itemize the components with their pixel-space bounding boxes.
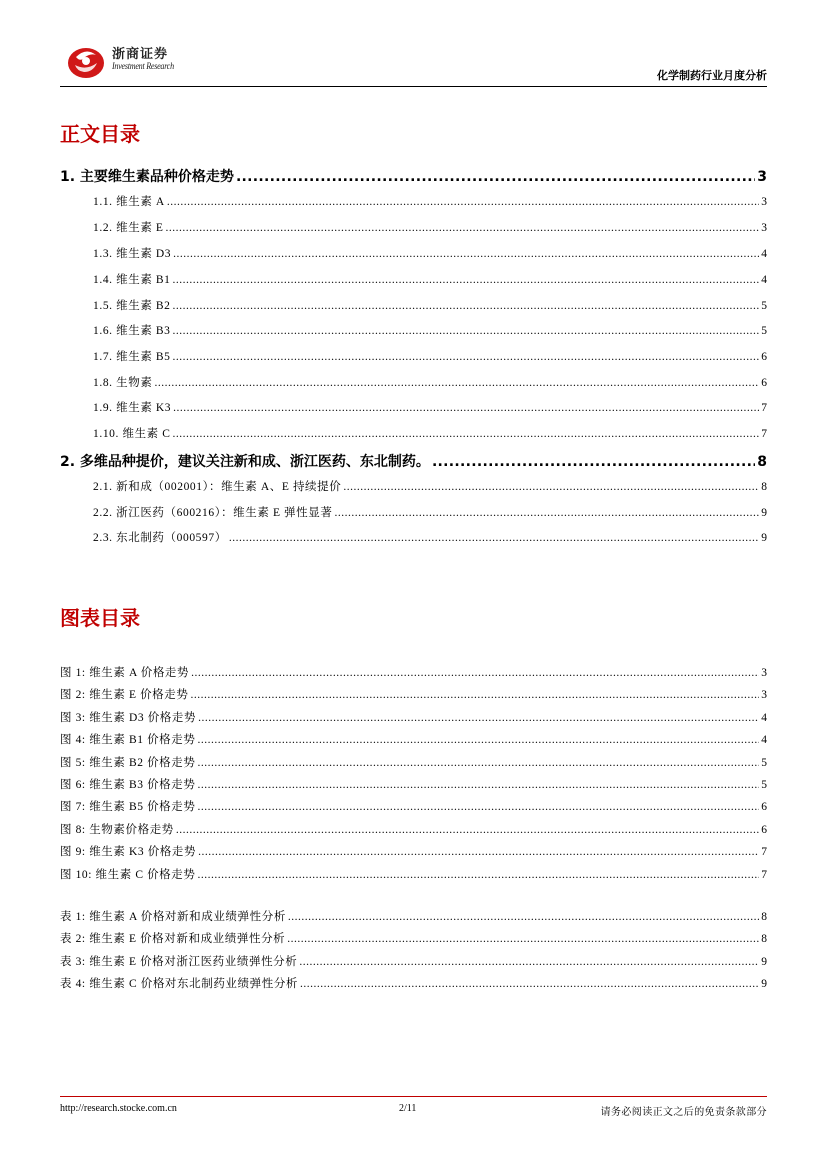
toc-section-label: 2.3. 东北制药（000597） <box>93 532 227 544</box>
dot-leader <box>173 428 760 440</box>
toc-section-page: 8 <box>761 481 767 493</box>
toc-section[interactable] <box>93 297 767 313</box>
dot-leader <box>287 933 759 945</box>
dot-leader <box>299 956 759 968</box>
toc-section-label: 1.9. 维生素 K3 <box>93 402 172 414</box>
table-entry-label: 表 1: 维生素 A 价格对新和成业绩弹性分析 <box>60 911 286 923</box>
toc-section-label: 1.2. 维生素 E <box>93 222 164 234</box>
toc-section[interactable] <box>93 348 767 364</box>
toc-section-label: 1.7. 维生素 B5 <box>93 351 171 363</box>
toc-section-label: 2.2. 浙江医药（600216）：维生素 E 弹性显著 <box>93 507 333 519</box>
figure-entry[interactable] <box>60 866 767 882</box>
toc-section[interactable] <box>93 322 767 338</box>
figure-entry-page: 4 <box>761 711 767 724</box>
toc-section-page: 4 <box>761 248 767 260</box>
toc-chapter[interactable] <box>60 451 767 471</box>
toc-chapter-page: 8 <box>757 454 767 470</box>
toc-section-page: 4 <box>761 274 767 286</box>
figure-entry-label: 图 1: 维生素 A 价格走势 <box>60 667 190 679</box>
dot-leader <box>432 454 755 470</box>
figure-entry-page: 3 <box>761 689 767 702</box>
dot-leader <box>334 507 759 519</box>
dot-leader <box>176 824 759 836</box>
dot-leader <box>236 169 755 185</box>
figure-entry-page: 7 <box>761 868 767 881</box>
dot-leader <box>198 846 759 858</box>
page-number: 2/11 <box>399 1103 417 1114</box>
dot-leader <box>191 667 759 679</box>
figure-entry-label: 图 7: 维生素 B5 价格走势 <box>60 801 196 814</box>
figure-entry-label: 图 9: 维生素 K3 价格走势 <box>60 846 197 859</box>
figure-entry[interactable] <box>60 776 767 792</box>
dot-leader <box>173 248 759 260</box>
logo-english-text: Investment Research <box>112 62 174 72</box>
toc-section-label: 1.1. 维生素 A <box>93 196 165 208</box>
toc-section-label: 1.3. 维生素 D3 <box>93 248 172 260</box>
figure-entry[interactable] <box>60 664 767 680</box>
toc-section-label: 2.1. 新和成（002001）：维生素 A、E 持续提价 <box>93 481 342 493</box>
toc-chapter[interactable] <box>60 166 767 186</box>
toc-section[interactable] <box>93 478 767 494</box>
figure-entry-page: 7 <box>761 846 767 859</box>
toc-section[interactable] <box>93 504 767 520</box>
figure-entry-label: 图 10: 维生素 C 价格走势 <box>60 868 196 881</box>
toc-section-page: 5 <box>761 325 767 337</box>
dot-leader <box>229 532 759 544</box>
toc-section[interactable] <box>93 219 767 235</box>
table-entry[interactable] <box>60 930 767 946</box>
toc-section-page: 7 <box>761 428 767 440</box>
toc-section-label: 1.4. 维生素 B1 <box>93 274 171 286</box>
dot-leader <box>173 274 760 286</box>
dot-leader <box>190 689 759 701</box>
toc-section-label: 1.6. 维生素 B3 <box>93 325 171 337</box>
toc-section-label: 1.8. 生物素 <box>93 377 153 389</box>
figure-entry[interactable] <box>60 709 767 725</box>
figure-entry-label: 图 2: 维生素 E 价格走势 <box>60 689 189 702</box>
table-entry-page: 8 <box>761 911 767 923</box>
figure-entry-page: 5 <box>761 779 767 791</box>
figure-entry-label: 图 8: 生物素价格走势 <box>60 823 174 836</box>
table-entry[interactable] <box>60 975 767 991</box>
toc-section-label: 1.10. 维生素 C <box>93 428 171 440</box>
figure-entry-page: 3 <box>761 667 767 679</box>
dot-leader <box>167 196 759 208</box>
figure-entry-label: 图 4: 维生素 B1 价格走势 <box>60 734 196 747</box>
figure-entry[interactable] <box>60 798 767 814</box>
figure-entry-label: 图 5: 维生素 B2 价格走势 <box>60 756 196 769</box>
toc-section-page: 6 <box>761 351 767 363</box>
dot-leader <box>198 712 759 724</box>
figure-entry-label: 图 3: 维生素 D3 价格走势 <box>60 711 197 724</box>
toc-section[interactable] <box>93 245 767 261</box>
figure-entry[interactable] <box>60 686 767 702</box>
toc-section-page: 7 <box>761 402 767 414</box>
table-entry-page: 9 <box>761 978 767 991</box>
toc-section-page: 9 <box>761 532 767 544</box>
footer-disclaimer: 请务必阅读正文之后的免责条款部分 <box>600 1107 767 1118</box>
figure-entry-page: 6 <box>761 823 767 836</box>
figure-entry[interactable] <box>60 731 767 747</box>
dot-leader <box>173 351 760 363</box>
toc-chapter-label: 1. 主要维生素品种价格走势 <box>60 169 234 185</box>
table-entry-label: 表 3: 维生素 E 价格对浙江医药业绩弹性分析 <box>60 955 298 968</box>
table-entry-page: 8 <box>761 933 767 946</box>
dot-leader <box>197 801 759 813</box>
logo-chinese-text: 浙商证券 <box>112 47 169 62</box>
toc-chapter-label: 2. 多维品种提价，建议关注新和成、浙江医药、东北制药。 <box>60 454 430 470</box>
toc-section-page: 9 <box>761 507 767 519</box>
report-type: 化学制药行业月度分析 <box>657 69 767 82</box>
table-entry-label: 表 4: 维生素 C 价格对东北制药业绩弹性分析 <box>60 978 299 991</box>
dot-leader <box>197 779 759 791</box>
dot-leader <box>173 402 759 414</box>
dot-leader <box>197 734 759 746</box>
table-entry[interactable] <box>60 908 767 924</box>
figure-entry[interactable] <box>60 843 767 859</box>
figure-entry-page: 4 <box>761 734 767 747</box>
toc-section[interactable] <box>93 425 767 441</box>
toc-section[interactable] <box>93 374 767 390</box>
toc-section[interactable] <box>93 399 767 415</box>
toc-section-page: 3 <box>761 196 767 208</box>
toc-section[interactable] <box>93 193 767 209</box>
logo-icon <box>66 41 106 81</box>
table-entry-label: 表 2: 维生素 E 价格对新和成业绩弹性分析 <box>60 933 286 946</box>
figures-title: 图表目录 <box>60 606 140 630</box>
figure-entry-page: 5 <box>761 756 767 769</box>
dot-leader <box>154 377 759 389</box>
page-footer <box>60 1096 767 1118</box>
footer-url[interactable]: http://research.stocke.com.cn <box>60 1103 177 1114</box>
toc-title: 正文目录 <box>60 122 140 146</box>
figure-entry-label: 图 6: 维生素 B3 价格走势 <box>60 779 196 791</box>
dot-leader <box>300 978 759 990</box>
dot-leader <box>166 222 760 234</box>
toc-section[interactable] <box>93 529 767 545</box>
dot-leader <box>197 757 759 769</box>
toc-section-page: 3 <box>761 222 767 234</box>
toc-section-label: 1.5. 维生素 B2 <box>93 300 171 312</box>
toc-chapter-page: 3 <box>757 169 767 185</box>
toc-section-page: 6 <box>761 377 767 389</box>
page-header <box>60 38 767 87</box>
table-entry-page: 9 <box>761 955 767 968</box>
figure-entry[interactable] <box>60 754 767 770</box>
dot-leader <box>343 481 759 493</box>
table-entry[interactable] <box>60 953 767 969</box>
figure-entry-page: 6 <box>761 801 767 814</box>
toc-section-page: 5 <box>761 300 767 312</box>
dot-leader <box>288 911 759 923</box>
dot-leader <box>173 325 760 337</box>
dot-leader <box>173 300 760 312</box>
toc-section[interactable] <box>93 271 767 287</box>
figure-entry[interactable] <box>60 821 767 837</box>
dot-leader <box>197 869 759 881</box>
